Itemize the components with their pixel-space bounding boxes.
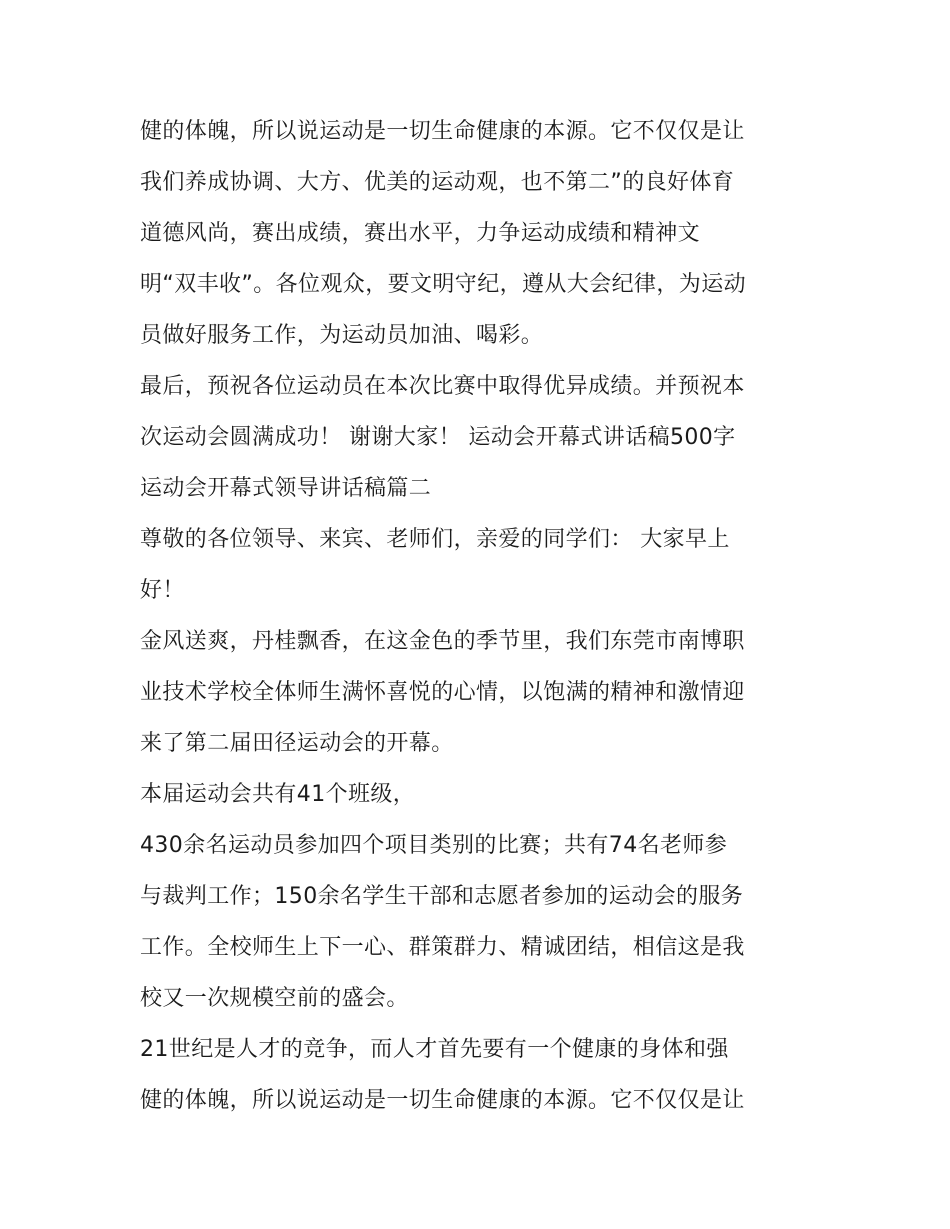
text-line-13: 来了第二届田径运动会的开幕。 — [140, 731, 454, 756]
text-line-16: 与裁判工作；150余名学生干部和志愿者参加的运动会的服务 — [140, 884, 744, 909]
text-line-5: 员做好服务工作，为运动员加油、喝彩。 — [140, 323, 544, 348]
text-line-14: 本届运动会共有41个班级， — [140, 782, 416, 807]
text-line-8: 运动会开幕式领导讲话稿篇二 — [140, 476, 432, 501]
text-line-20: 健的体魄，所以说运动是一切生命健康的本源。它不仅仅是让 — [140, 1088, 745, 1113]
text-line-11: 金风送爽，丹桂飘香，在这金色的季节里，我们东莞市南博职 — [140, 629, 745, 654]
document-body — [140, 106, 820, 1126]
text-line-1: 健的体魄，所以说运动是一切生命健康的本源。它不仅仅是让 — [140, 119, 745, 144]
text-line-17: 工作。全校师生上下一心、群策群力、精诚团结，相信这是我 — [140, 935, 745, 960]
text-line-2: 我们养成协调、大方、优美的运动观，也不第二”的良好体育 — [140, 170, 735, 195]
text-line-18: 校又一次规模空前的盛会。 — [140, 986, 409, 1011]
text-line-10: 好！ — [140, 578, 185, 603]
text-line-12: 业技术学校全体师生满怀喜悦的心情，以饱满的精神和激情迎 — [140, 680, 745, 705]
text-line-3: 道德风尚，赛出成绩，赛出水平，力争运动成绩和精神文 — [140, 221, 701, 246]
text-line-15: 430余名运动员参加四个项目类别的比赛；共有74名老师参 — [140, 833, 728, 858]
text-line-7: 次运动会圆满成功！ 谢谢大家！ 运动会开幕式讲话稿500字 — [140, 425, 736, 450]
text-line-4: 明“双丰收”。各位观众，要文明守纪，遵从大会纪律，为运动 — [140, 272, 746, 297]
text-line-19: 21世纪是人才的竞争，而人才首先要有一个健康的身体和强 — [140, 1037, 729, 1062]
text-line-9: 尊敬的各位领导、来宾、老师们，亲爱的同学们： 大家早上 — [140, 527, 730, 552]
text-line-6: 最后，预祝各位运动员在本次比赛中取得优异成绩。并预祝本 — [140, 374, 745, 399]
